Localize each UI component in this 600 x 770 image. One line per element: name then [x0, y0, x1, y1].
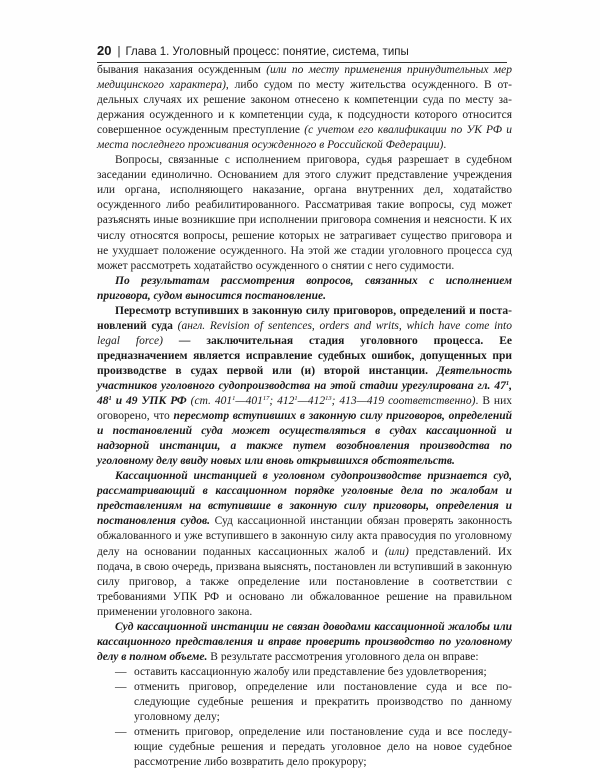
text-run: представлений. Их подача, в свою очередь, призвана выяснять, постановлен ли вступивший в законную силу приговор, а также определение или постановление в соответствии с требованиями УПК РФ и основано ли обжалованное решение на правильном применении уголовного закона. — [97, 545, 512, 618]
italic-run: —412 — [297, 395, 326, 408]
italic-run: (ст. 401 — [186, 395, 233, 408]
text-run: Суд кассационной инстанции обязан проверять законность обжалованного и уже вступившего в законную силу акта правосудия по уголовному делу на основании поданных кассационных жалоб и — [97, 515, 512, 558]
page-body — [97, 63, 512, 770]
dash-marker: — — [115, 680, 127, 693]
text-run: бывания наказания осужденным — [97, 64, 267, 76]
paragraph-6 — [97, 620, 512, 665]
dash-marker: — — [115, 665, 127, 678]
superscript: 1 — [505, 379, 510, 387]
paragraph-2 — [97, 153, 512, 273]
options-list — [97, 665, 512, 770]
list-item — [97, 680, 512, 725]
bold-run: — заключительная стадия уголовного процесса. Ее предназначением является исправление судебных ошибок, допущенных при производстве в судах первой или (и) второй инстанции. — [97, 334, 513, 377]
dash-marker: — — [115, 726, 127, 739]
superscript: 1 — [108, 395, 112, 403]
list-item-text: оставить кассационную жалобу или представление без удовлетворения; — [134, 665, 487, 678]
italic-run: —401 — [235, 395, 263, 408]
list-item — [97, 665, 512, 680]
paragraph-3 — [97, 274, 512, 304]
bold-italic-run: Суд кассационной инстанции не связан доводами кассационной жалобы или кассационного представления и вправе проверить производство по уголовному делу в полном объеме. — [97, 620, 512, 663]
running-header — [97, 44, 507, 58]
text-run: Вопросы, связанные с исполнением приговора, судья разрешает в судебном заседании единолично. Основанием для этого служит представление учреждения или органа, исполняющего наказание, органа внутренних дел, ходатайство осужденного либо реабилитированного. Рассматривая такие вопросы, суд может разъяснять иные возникшие при исполнении приговора сомнения и неясности. К их числу относятся вопросы, решение которых не затрагивает существо приговора и не ухудшает положение осужденного. На этой же стадии уголовного процесса суд может рассмотреть ходатайство осужденного о снятии с него судимости. — [97, 154, 512, 272]
italic-run: ; 413—419 соответственно) — [331, 395, 476, 408]
page-number: 20 — [97, 43, 112, 58]
text-run: В результате рассмотрения уголовного дела он вправе: — [207, 650, 479, 663]
bold-italic-run: и 49 УПК РФ — [111, 395, 187, 408]
chapter-title: Глава 1. Уголовный процесс: понятие, система, типы — [125, 46, 409, 58]
bold-italic-run: пересмотр вступивших в законную силу приговоров, определений и постановлений суда может осуществляться в судах кассационной и надзорной инстанции, а также путем возобновления производства по уголовному делу ввиду новых или вновь открывшихся обстоятельств. — [97, 410, 512, 468]
bold-italic-run: , 48 — [97, 379, 512, 408]
italic-run: (или по месту применения принудительных мер медицинского характера) — [97, 64, 512, 92]
bold-run: Пересмотр вступивших в законную силу приговоров, определений и постановлений суда — [97, 304, 512, 332]
text-run: , либо судом по месту жительства осужденного. В отдельных случаях их решение законом отнесено к компетенции суда по месту задержания осужденного и к компетенции суда, к подсудности которого относится совершенное осужденным преступление — [97, 79, 512, 137]
italic-run: (с учетом его квалификации по УК РФ и места последнего проживания осужденного в Российской Федерации) — [97, 124, 512, 152]
superscript: 13 — [325, 395, 332, 403]
superscript: 17 — [262, 395, 270, 403]
list-item-text: отменить приговор, определение или постановление суда и все последующие судебные решения и прекратить производство по данному уголовному делу; — [134, 680, 512, 724]
text-run: . В них оговорено, что — [97, 395, 512, 423]
bold-italic-run: Кассационной инстанцией в уголовном судопроизводстве признается суд, рассматривающий в кассационном порядке уголовные дела по жалобам и представлениям на вступившие в законную силу приговоры, определения и постановления судов. — [97, 470, 512, 528]
header-separator: | — [117, 46, 121, 58]
paragraph-4 — [97, 304, 512, 470]
italic-run: (или) — [384, 545, 409, 558]
italic-run: (англ. Revision of sentences, orders and writs, which have come into legal force) — [97, 319, 513, 347]
text-run: . — [443, 139, 447, 152]
paragraph-5 — [97, 469, 512, 619]
superscript: 1 — [232, 395, 236, 403]
bold-italic-run: Деятельность участников уголовного судопроизводства на этой стадии урегулирована гл. 47 — [97, 364, 512, 392]
bold-italic-run: По результатам рассмотрения вопросов, связанных с исполнением приговора, судом выносится постановление. — [97, 274, 512, 302]
paragraph-1 — [97, 63, 512, 153]
superscript: 1 — [294, 395, 298, 403]
list-item — [97, 725, 512, 770]
italic-run: ; 412 — [269, 395, 295, 408]
list-item-text: отменить приговор, определение или постановление суда и все последующие судебные решения и передать уголовное дело на новое судебное рассмотрение либо возвратить дело прокурору; — [134, 726, 512, 769]
